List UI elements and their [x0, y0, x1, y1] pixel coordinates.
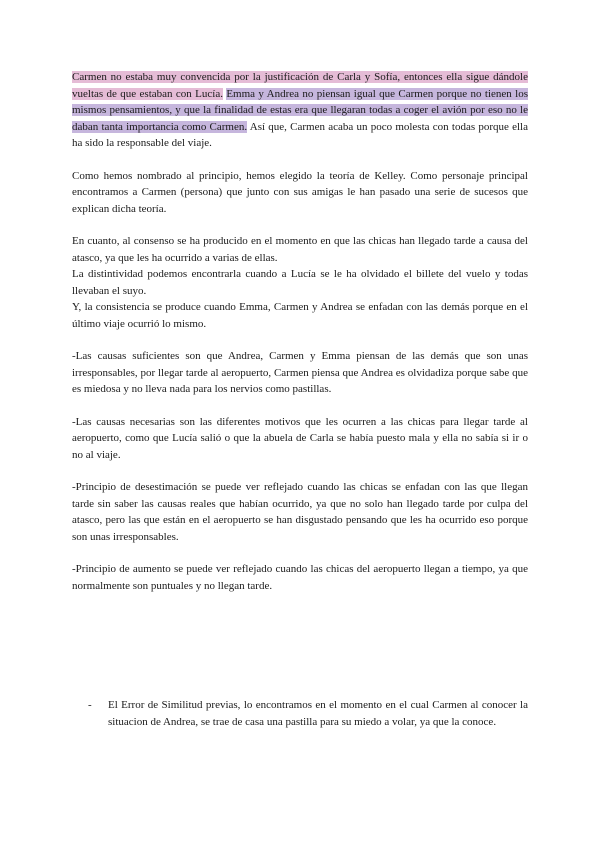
highlighted-text-purple: Emma y Andrea no piensan igual que Carmen porque no tienen los mismos pensamientos, y que la finalidad de estas era que llegaran todas a coger el avión por eso no le daban tanta importancia como Carmen.: [72, 87, 528, 133]
paragraph-kelley-theory: Como hemos nombrado al principio, hemos elegido la teoría de Kelley. Como personaje principal encontramos a Carmen (persona) que junto con sus amigas le han pasado una serie de sucesos que explican dicha teoría.: [72, 169, 528, 215]
paragraph-text: Así que, Carmen acaba un poco molesta con todas porque ella ha sido la responsable del viaje.: [72, 120, 528, 149]
paragraph-sufficient-causes: -Las causas suficientes son que Andrea, Carmen y Emma piensan de las demás que son unas irresponsables, por llegar tarde al aeropuerto, Carmen piensa que Andrea es olvidadiza porque sabe que es miedosa y no lleva nada para los nervios como pastillas.: [72, 350, 528, 395]
bullet-text: El Error de Similitud previas, lo encontramos en el momento en el cual Carmen al conocer la situacion de Andrea, se trae de casa una pastilla para su miedo a volar, ya que la conoce.: [108, 699, 528, 728]
consensus-line: En cuanto, al consenso se ha producido en el momento en que las chicas han llegado tarde a causa del atasco, ya que les ha ocurrido a varias de ellas.: [72, 235, 528, 264]
bullet-list: [88, 697, 528, 731]
list-item: [88, 697, 528, 731]
paragraph-carmen-summary: [72, 69, 528, 152]
paragraph-augmentation-principle: -Principio de aumento se puede ver reflejado cuando las chicas del aeropuerto llegan a tiempo, ya que normalmente son puntuales y no llegan tarde.: [72, 563, 528, 592]
highlighted-text-pink: Carmen no estaba muy convencida por la justificación de Carla y Sofía, entonces ella sigue dándole vueltas de que estaban con Lucía.: [72, 71, 528, 100]
document-body: [72, 69, 528, 610]
bullet-marker: -: [88, 699, 92, 711]
consistency-line: Y, la consistencia se produce cuando Emma, Carmen y Andrea se enfadan con las demás porque en el último viaje ocurrió lo mismo.: [72, 301, 528, 330]
paragraph-consensus: [72, 233, 528, 332]
paragraph-necessary-causes: -Las causas necesarias son las diferentes motivos que les ocurren a las chicas para llegar tarde al aeropuerto, como que Lucía salió o que la abuela de Carla se había puesto mala y ella no sabía si ir o no al viaje.: [72, 415, 528, 461]
paragraph-discounting-principle: -Principio de desestimación se puede ver reflejado cuando las chicas se enfadan con las que llegan tarde sin saber las causas reales que habían ocurrido, ya que no solo han llegado tarde por culpa del atasco, pero las que están en el aeropuerto se han disgustado pensando que les ha ocurrido eso porque son unas irresponsables.: [72, 481, 528, 543]
distinctiveness-line: La distintividad podemos encontrarla cuando a Lucía se le ha olvidado el billete del vuelo y todas llevaban el suyo.: [72, 268, 528, 297]
